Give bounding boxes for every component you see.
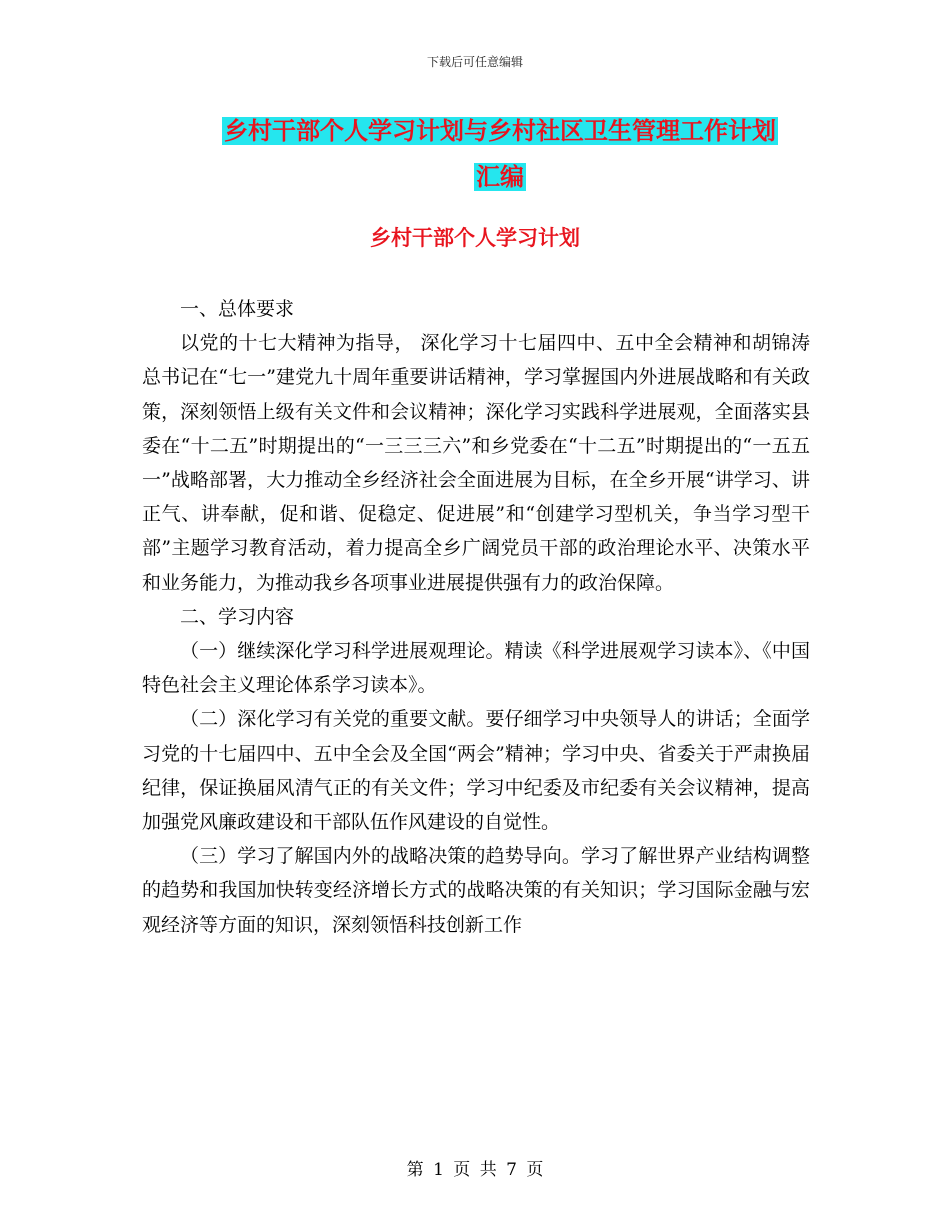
page-number: 第 1 页 共 7 页 [406, 1160, 544, 1180]
paragraph: 以党的十七大精神为指导， 深化学习十七届四中、五中全会精神和胡锦涛总书记在“七一”建党九十周年重要讲话精神，学习掌握国内外进展战略和有关政策，深刻领悟上级有关文件和会议精神；深化学习实践科学进展观，全面落实县委在“十二五”时期提出的“一三三三六”和乡党委在“十二五”时期提出的“一五五一”战略部署，大力推动全乡经济社会全面进展为目标，在全乡开展“讲学习、讲正气、讲奉献，促和谐、促稳定、促进展”和“创建学习型机关，争当学习型干部”主题学习教育活动，着力提高全乡广阔党员干部的政治理论水平、决策水平和业务能力，为推动我乡各项事业进展提供强有力的政治保障。 [142, 332, 810, 594]
section-title: 乡村干部个人学习计划 [370, 226, 580, 250]
paragraph: （三）学习了解国内外的战略决策的趋势导向。学习了解世界产业结构调整的趋势和我国加快转变经济增长方式的战略决策的有关知识；学习国际金融与宏观经济等方面的知识，深刻领悟科技创新工作 [142, 845, 810, 936]
paragraph: （一）继续深化学习科学进展观理论。精读《科学进展观学习读本》、《中国特色社会主义理论体系学习读本》。 [142, 640, 810, 697]
document-title [140, 108, 860, 200]
heading-study-content: 二、学习内容 [180, 605, 295, 628]
body-text [142, 292, 810, 942]
heading-general-requirements: 一、总体要求 [180, 298, 295, 320]
paragraph: （二）深化学习有关党的重要文献。要仔细学习中央领导人的讲话；全面学习党的十七届四中、五中全会及全国“两会”精神；学习中央、省委关于严肃换届纪律，保证换届风清气正的有关文件；学习中纪委及市纪委有关会议精神，提高加强党风廉政建设和干部队伍作风建设的自觉性。 [142, 708, 810, 834]
document-title-line-2: 汇编 [476, 163, 524, 191]
document-title-line-1: 乡村干部个人学习计划与乡村社区卫生管理工作计划 [224, 117, 776, 145]
header-note: 下载后可任意编辑 [426, 55, 523, 69]
